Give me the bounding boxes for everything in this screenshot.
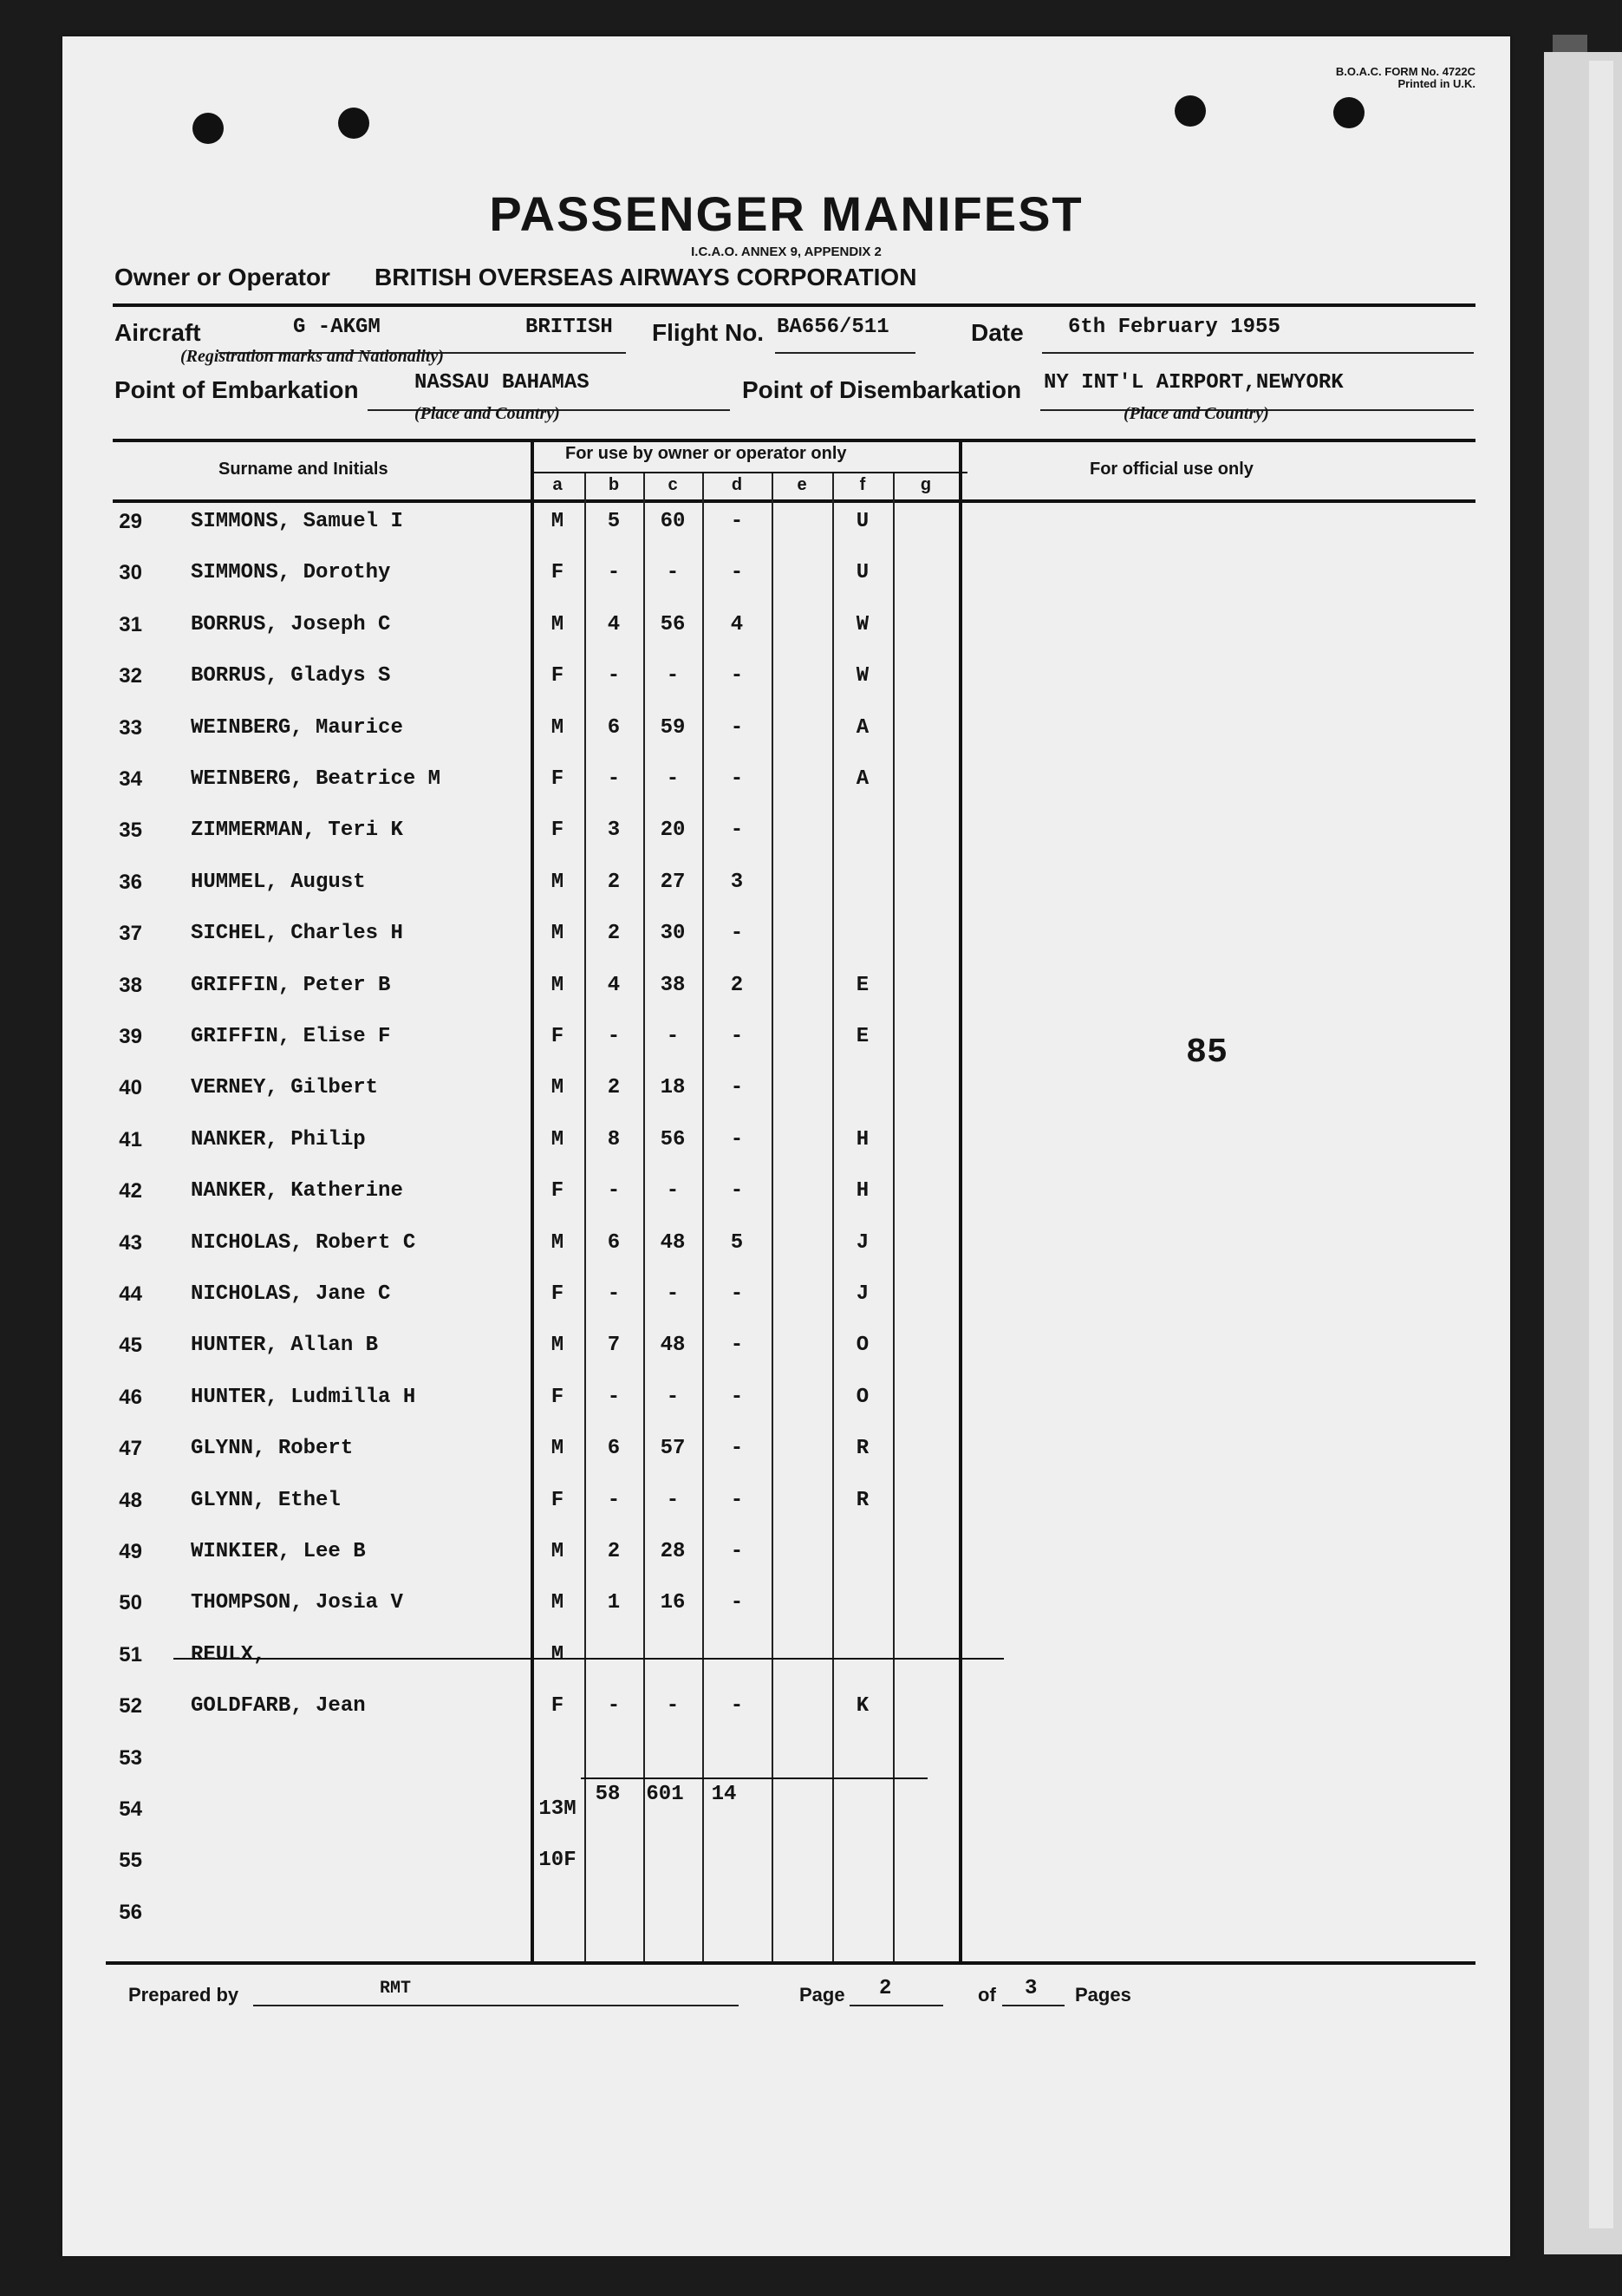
- cell-c: 56: [660, 612, 686, 636]
- cell-d: -: [730, 1385, 744, 1409]
- punch-hole: [1175, 95, 1206, 127]
- column-letter-b: b: [608, 475, 620, 494]
- cell-d: -: [730, 1334, 744, 1358]
- cell-f: W: [856, 664, 870, 688]
- total-d: 14: [711, 1783, 737, 1806]
- cell-d: -: [730, 1179, 744, 1203]
- cell-d: 5: [730, 1230, 744, 1255]
- passenger-name: NICHOLAS, Robert C: [191, 1230, 416, 1255]
- cell-f: E: [856, 973, 870, 997]
- cell-c: -: [666, 1282, 680, 1306]
- row-number: 30: [119, 561, 142, 585]
- row-number: 38: [119, 973, 142, 997]
- cell-d: -: [730, 1694, 744, 1719]
- cell-a: 10F: [538, 1849, 576, 1873]
- cell-a: M: [550, 973, 564, 997]
- cell-a: M: [550, 1076, 564, 1100]
- cell-a: F: [550, 819, 564, 843]
- row-number: 52: [119, 1694, 142, 1719]
- row-number: 55: [119, 1849, 142, 1873]
- cell-f: J: [856, 1230, 870, 1255]
- cell-c: 59: [660, 715, 686, 740]
- prepared-by-underline: [253, 1998, 739, 2006]
- cell-a: M: [550, 1540, 564, 1563]
- cell-b: 4: [607, 973, 621, 997]
- cell-b: 8: [607, 1127, 621, 1151]
- row-number: 42: [119, 1179, 142, 1203]
- cell-a: M: [550, 1642, 564, 1667]
- embarkation-label: Point of Embarkation: [114, 376, 359, 403]
- table-top-rule: [113, 439, 1475, 442]
- cell-f: H: [856, 1127, 870, 1151]
- row-number: 43: [119, 1230, 142, 1255]
- cell-a: F: [550, 664, 564, 688]
- passenger-name: NANKER, Philip: [191, 1127, 366, 1151]
- cell-b: -: [607, 1385, 621, 1409]
- cell-c: -: [666, 1694, 680, 1719]
- cell-b: 1: [607, 1591, 621, 1615]
- row-number: 32: [119, 664, 142, 688]
- row-number: 45: [119, 1334, 142, 1358]
- cell-d: -: [730, 1540, 744, 1563]
- cell-a: F: [550, 1025, 564, 1048]
- cell-d: -: [730, 1076, 744, 1100]
- cell-d: 3: [730, 870, 744, 894]
- cell-b: 2: [607, 922, 621, 946]
- cell-d: -: [730, 1591, 744, 1615]
- row-number: 36: [119, 870, 142, 894]
- column-letter-c: c: [668, 475, 678, 494]
- cell-c: -: [666, 561, 680, 585]
- column-letter-e: e: [797, 475, 807, 494]
- prepared-by-label: Prepared by: [128, 1984, 239, 2006]
- row-number: 56: [119, 1900, 142, 1924]
- prepared-by-value: RMT: [380, 1979, 412, 1999]
- cell-c: -: [666, 1179, 680, 1203]
- passenger-name: GLYNN, Robert: [191, 1437, 354, 1461]
- row-number: 29: [119, 510, 142, 533]
- strike-line: [173, 1658, 1004, 1660]
- table-header-rule: [113, 499, 1475, 503]
- cell-c: -: [666, 1488, 680, 1512]
- passenger-name: HUNTER, Allan B: [191, 1334, 379, 1358]
- page-value: 2: [879, 1977, 892, 2000]
- cell-a: F: [550, 1282, 564, 1306]
- cell-b: 7: [607, 1334, 621, 1358]
- table-bottom-rule: [106, 1961, 1475, 1965]
- cell-a: F: [550, 767, 564, 791]
- cell-b: 6: [607, 1230, 621, 1255]
- row-number: 50: [119, 1591, 142, 1615]
- row-number: 48: [119, 1488, 142, 1512]
- aircraft-nationality: BRITISH: [525, 316, 613, 339]
- cell-a: M: [550, 510, 564, 533]
- manifest-sheet: [62, 36, 1510, 2256]
- cell-d: 2: [730, 973, 744, 997]
- aircraft-note: (Registration marks and Nationality): [180, 347, 444, 366]
- cell-a: M: [550, 922, 564, 946]
- row-number: 39: [119, 1025, 142, 1048]
- official-use-header: For official use only: [1090, 460, 1254, 479]
- of-value: 3: [1025, 1977, 1038, 2000]
- page-label: Page: [799, 1984, 845, 2006]
- form-number: B.O.A.C. FORM No. 4722C: [1335, 65, 1475, 78]
- cell-b: -: [607, 561, 621, 585]
- row-number: 44: [119, 1282, 142, 1306]
- row-number: 33: [119, 715, 142, 740]
- cell-c: 20: [660, 819, 686, 843]
- cell-c: 18: [660, 1076, 686, 1100]
- cell-b: -: [607, 1282, 621, 1306]
- total-b: 58: [595, 1783, 621, 1806]
- cell-c: 38: [660, 973, 686, 997]
- cell-d: -: [730, 664, 744, 688]
- column-letter-f: f: [859, 475, 866, 494]
- backing-sheet-light: [1589, 61, 1613, 2228]
- punch-hole: [1333, 97, 1365, 128]
- row-number: 54: [119, 1797, 142, 1821]
- aircraft-label: Aircraft: [114, 319, 201, 346]
- cell-a: F: [550, 1385, 564, 1409]
- passenger-name: WEINBERG, Maurice: [191, 715, 403, 740]
- pages-label: Pages: [1075, 1984, 1131, 2006]
- form-number-block: [1336, 66, 1475, 90]
- cell-c: 56: [660, 1127, 686, 1151]
- cell-f: W: [856, 612, 870, 636]
- column-divider: [959, 440, 962, 1963]
- cell-a: M: [550, 870, 564, 894]
- surname-header: Surname and Initials: [218, 460, 388, 479]
- subheader-rule: [531, 472, 967, 473]
- row-number: 49: [119, 1540, 142, 1563]
- passenger-name: GRIFFIN, Peter B: [191, 973, 391, 997]
- cell-d: -: [730, 767, 744, 791]
- passenger-name: VERNEY, Gilbert: [191, 1076, 379, 1100]
- passenger-name: SICHEL, Charles H: [191, 922, 403, 946]
- total-c: 601: [646, 1783, 684, 1806]
- passenger-name: BORRUS, Joseph C: [191, 612, 391, 636]
- passenger-name: SIMMONS, Samuel I: [191, 510, 403, 533]
- cell-b: 6: [607, 715, 621, 740]
- row-number: 51: [119, 1642, 142, 1667]
- aircraft-registration: G -AKGM: [293, 316, 381, 339]
- passenger-name: HUMMEL, August: [191, 870, 366, 894]
- cell-a: M: [550, 1127, 564, 1151]
- row-number: 31: [119, 612, 142, 636]
- annex-reference: I.C.A.O. ANNEX 9, APPENDIX 2: [691, 245, 882, 259]
- passenger-name: WEINBERG, Beatrice M: [191, 767, 441, 791]
- cell-f: A: [856, 767, 870, 791]
- cell-b: 5: [607, 510, 621, 533]
- row-number: 37: [119, 922, 142, 946]
- cell-a: 13M: [538, 1797, 576, 1821]
- passenger-name: GRIFFIN, Elise F: [191, 1025, 391, 1048]
- cell-b: 2: [607, 870, 621, 894]
- column-letter-a: a: [552, 475, 563, 494]
- passenger-name: BORRUS, Gladys S: [191, 664, 391, 688]
- cell-d: -: [730, 715, 744, 740]
- row-number: 34: [119, 767, 142, 791]
- cell-c: -: [666, 1025, 680, 1048]
- passenger-name: WINKIER, Lee B: [191, 1540, 366, 1563]
- cell-f: E: [856, 1025, 870, 1048]
- owner-use-header: For use by owner or operator only: [565, 444, 847, 463]
- official-stamp-number: 85: [1186, 1034, 1228, 1073]
- cell-d: -: [730, 1127, 744, 1151]
- cell-b: -: [607, 1179, 621, 1203]
- row-number: 35: [119, 819, 142, 843]
- cell-b: -: [607, 664, 621, 688]
- cell-c: 27: [660, 870, 686, 894]
- cell-c: 57: [660, 1437, 686, 1461]
- cell-b: 2: [607, 1540, 621, 1563]
- document-title: PASSENGER MANIFEST: [489, 186, 1084, 241]
- cell-d: -: [730, 1437, 744, 1461]
- cell-b: 3: [607, 819, 621, 843]
- cell-d: -: [730, 922, 744, 946]
- owner-value: BRITISH OVERSEAS AIRWAYS CORPORATION: [375, 264, 917, 290]
- row-number: 40: [119, 1076, 142, 1100]
- cell-a: F: [550, 1179, 564, 1203]
- column-divider: [643, 473, 645, 1963]
- cell-f: J: [856, 1282, 870, 1306]
- cell-f: H: [856, 1179, 870, 1203]
- cell-a: M: [550, 1437, 564, 1461]
- cell-d: 4: [730, 612, 744, 636]
- cell-d: -: [730, 510, 744, 533]
- cell-a: F: [550, 1488, 564, 1512]
- cell-b: 4: [607, 612, 621, 636]
- date-label: Date: [971, 319, 1024, 346]
- row-number: 41: [119, 1127, 142, 1151]
- passenger-name: REULX,: [191, 1642, 266, 1667]
- passenger-name: ZIMMERMAN, Teri K: [191, 819, 403, 843]
- flight-label: Flight No.: [652, 319, 765, 346]
- cell-d: -: [730, 561, 744, 585]
- column-divider: [702, 473, 704, 1963]
- totals-rule: [581, 1777, 928, 1779]
- cell-b: -: [607, 1694, 621, 1719]
- rule: [113, 303, 1475, 307]
- column-divider: [772, 473, 773, 1963]
- of-label: of: [978, 1984, 996, 2006]
- cell-a: M: [550, 1334, 564, 1358]
- cell-f: R: [856, 1437, 870, 1461]
- cell-a: M: [550, 715, 564, 740]
- cell-a: M: [550, 1230, 564, 1255]
- row-number: 46: [119, 1385, 142, 1409]
- column-divider: [584, 473, 586, 1963]
- cell-a: M: [550, 612, 564, 636]
- column-divider: [893, 473, 895, 1963]
- cell-c: -: [666, 767, 680, 791]
- cell-b: 6: [607, 1437, 621, 1461]
- column-letter-d: d: [731, 475, 743, 494]
- cell-c: 16: [660, 1591, 686, 1615]
- cell-f: A: [856, 715, 870, 740]
- cell-d: -: [730, 1282, 744, 1306]
- cell-a: F: [550, 1694, 564, 1719]
- flight-number: BA656/511: [777, 316, 889, 339]
- embarkation-value: NASSAU BAHAMAS: [414, 371, 590, 395]
- cell-f: K: [856, 1694, 870, 1719]
- cell-f: U: [856, 561, 870, 585]
- owner-label: Owner or Operator: [114, 264, 330, 290]
- cell-a: M: [550, 1591, 564, 1615]
- cell-c: 30: [660, 922, 686, 946]
- passenger-name: GOLDFARB, Jean: [191, 1694, 366, 1719]
- passenger-name: GLYNN, Ethel: [191, 1488, 341, 1512]
- date-underline: [1042, 338, 1474, 354]
- column-letter-g: g: [920, 475, 932, 494]
- cell-c: 60: [660, 510, 686, 533]
- cell-c: 48: [660, 1334, 686, 1358]
- passenger-name: NANKER, Katherine: [191, 1179, 403, 1203]
- cell-f: R: [856, 1488, 870, 1512]
- cell-b: -: [607, 1488, 621, 1512]
- cell-b: -: [607, 767, 621, 791]
- disembarkation-value: NY INT'L AIRPORT,NEWYORK: [1044, 371, 1344, 395]
- cell-d: -: [730, 1488, 744, 1512]
- printed-in: Printed in U.K.: [1397, 77, 1475, 90]
- disembarkation-label: Point of Disembarkation: [742, 376, 1022, 403]
- passenger-name: SIMMONS, Dorothy: [191, 561, 391, 585]
- row-number: 47: [119, 1437, 142, 1461]
- punch-hole: [338, 108, 369, 139]
- passenger-name: HUNTER, Ludmilla H: [191, 1385, 416, 1409]
- date-value: 6th February 1955: [1068, 316, 1280, 339]
- cell-c: 48: [660, 1230, 686, 1255]
- cell-f: O: [856, 1334, 870, 1358]
- embarkation-note: (Place and Country): [414, 404, 560, 423]
- cell-b: 2: [607, 1076, 621, 1100]
- punch-hole: [192, 113, 224, 144]
- cell-c: -: [666, 1385, 680, 1409]
- flight-underline: [775, 338, 915, 354]
- cell-f: O: [856, 1385, 870, 1409]
- page-underline: [850, 1998, 943, 2006]
- disembarkation-note: (Place and Country): [1124, 404, 1269, 423]
- column-divider: [832, 473, 834, 1963]
- cell-d: -: [730, 1025, 744, 1048]
- passenger-name: NICHOLAS, Jane C: [191, 1282, 391, 1306]
- cell-f: U: [856, 510, 870, 533]
- cell-c: -: [666, 664, 680, 688]
- cell-a: F: [550, 561, 564, 585]
- passenger-name: THOMPSON, Josia V: [191, 1591, 403, 1615]
- row-number: 53: [119, 1745, 142, 1770]
- cell-c: 28: [660, 1540, 686, 1563]
- cell-b: -: [607, 1025, 621, 1048]
- cell-d: -: [730, 819, 744, 843]
